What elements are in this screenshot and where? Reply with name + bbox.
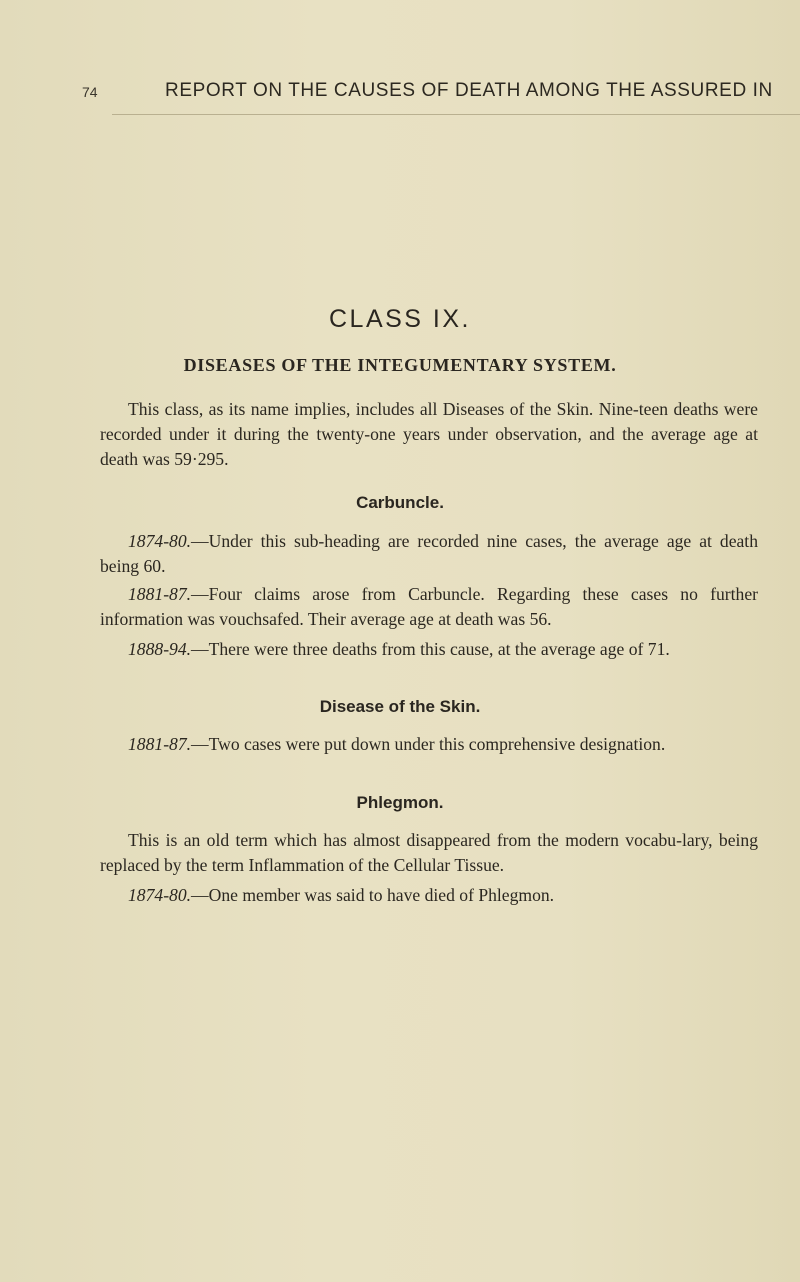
carbuncle-entry-1888	[100, 637, 758, 662]
page-number: 74	[82, 84, 98, 100]
carbuncle-entry-1881	[100, 582, 758, 632]
phlegmon-entry-1874	[100, 883, 758, 908]
section-heading-phlegmon: Phlegmon.	[356, 793, 444, 812]
class-subtitle: DISEASES OF THE INTEGUMENTARY SYSTEM.	[183, 355, 617, 375]
entry-text: —There were three deaths from this cause, at the average age of 71.	[191, 639, 670, 659]
phlegmon-intro	[100, 828, 758, 878]
entry-period: 1881-87.	[128, 584, 192, 604]
entry-text: —Under this sub-heading are recorded nine cases, the average age at death being 60.	[100, 531, 758, 576]
entry-period: 1874-80.	[128, 531, 192, 551]
entry-text: —One member was said to have died of Phlegmon.	[191, 885, 555, 905]
phlegmon-intro-text: This is an old term which has almost disappeared from the modern vocabu-lary, being replaced by the term Inflammation of the Cellular Tissue.	[100, 830, 758, 875]
running-title: REPORT ON THE CAUSES OF DEATH AMONG THE ASSURED IN	[165, 80, 773, 101]
entry-text: —Two cases were put down under this comprehensive designation.	[191, 734, 666, 754]
entry-period: 1881-87.	[128, 734, 192, 754]
intro-text: This class, as its name implies, includes all Diseases of the Skin. Nine-teen deaths were recorded under it during the twenty-one years under observation, and the average age at death was 59·295.	[100, 399, 758, 469]
header-rule	[112, 114, 800, 115]
section-heading-disease-of-the-skin: Disease of the Skin.	[319, 697, 481, 716]
page-header	[72, 80, 773, 116]
intro-paragraph	[100, 397, 758, 472]
entry-text: —Four claims arose from Carbuncle. Regarding these cases no further information was vouchsafed. Their average age at death was 56.	[100, 584, 758, 629]
carbuncle-entry-1874	[100, 529, 758, 579]
entry-period: 1874-80.	[128, 885, 192, 905]
skin-entry-1881	[100, 732, 758, 757]
class-title: CLASS IX.	[329, 305, 471, 333]
entry-period: 1888-94.	[128, 639, 192, 659]
section-heading-carbuncle: Carbuncle.	[356, 493, 444, 512]
